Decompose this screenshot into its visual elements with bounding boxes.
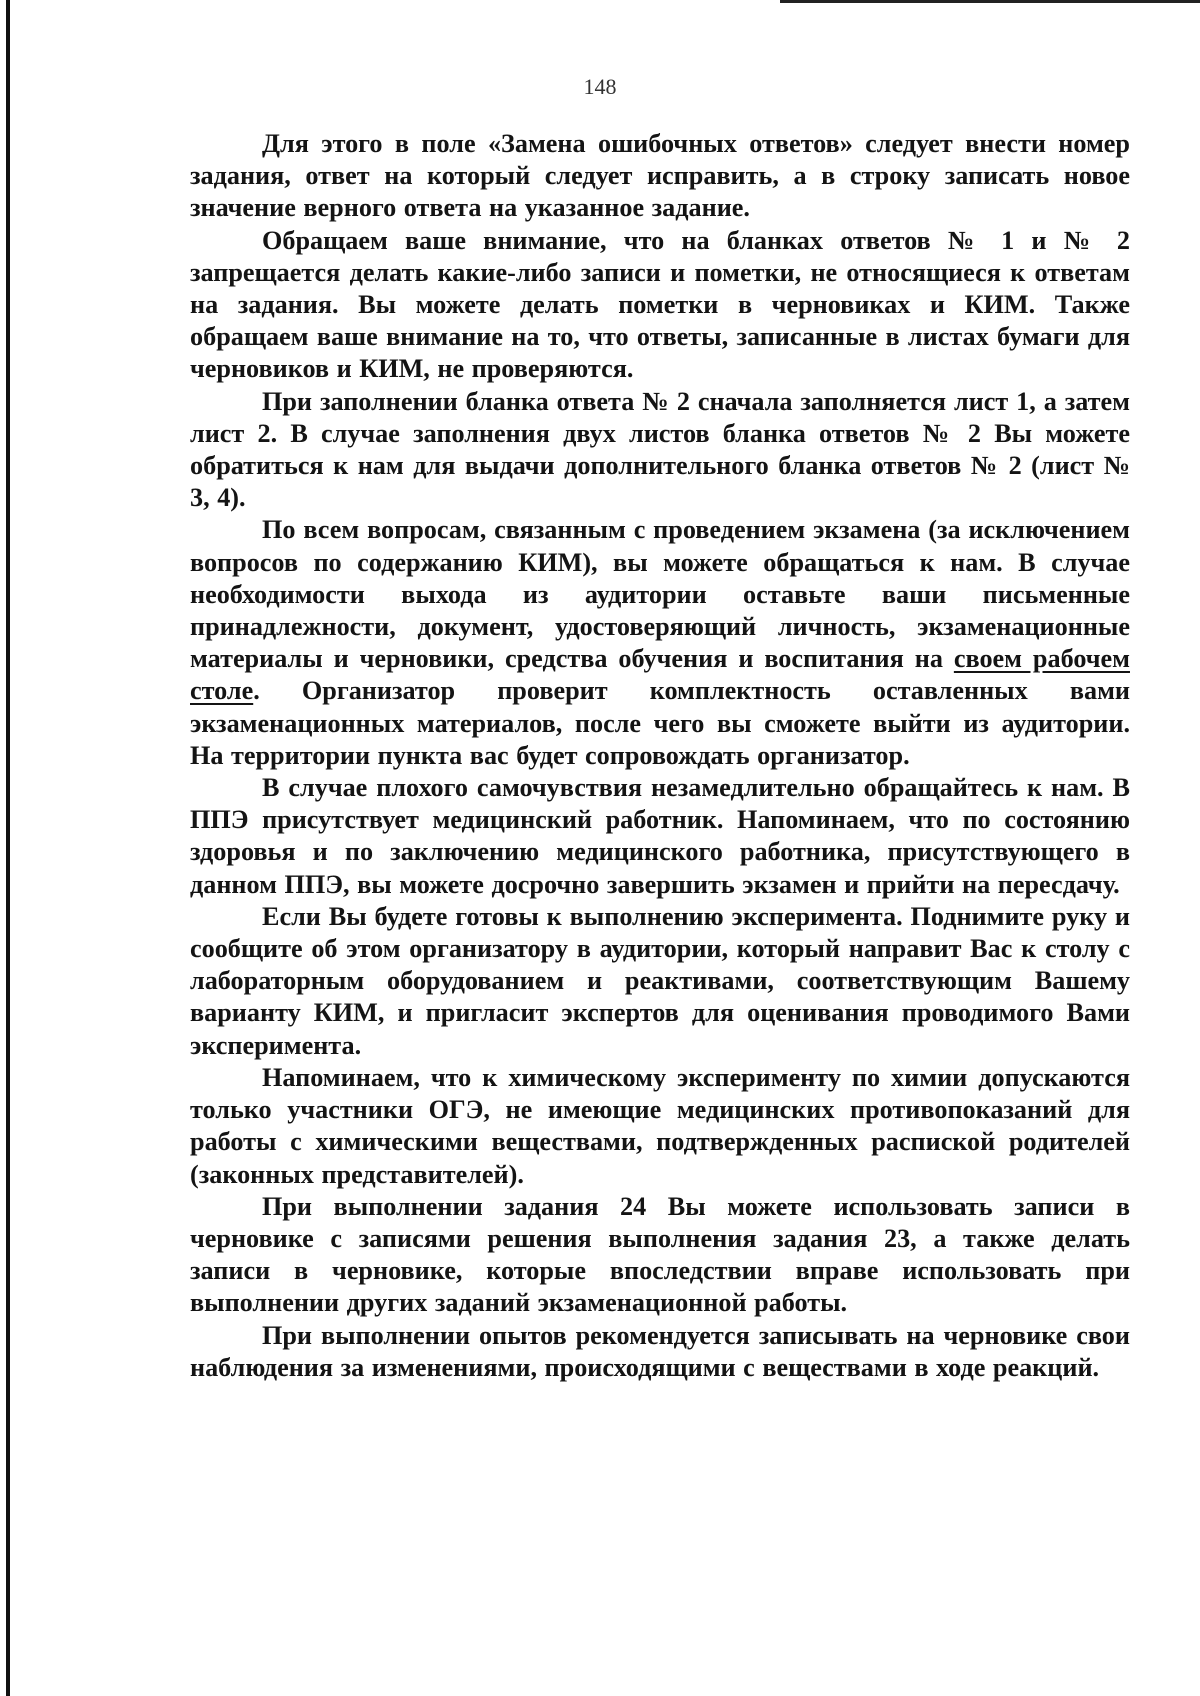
paragraph-leaving-room-part1: По всем вопросам, связанным с проведением экзамена (за исключением вопросов по содержанию КИМ), вы можете обращаться к нам. В случае необходимости выхода из аудитории оставьте ваши письменные принадлежности, документ, удостоверяющий личность, экзаменационные материалы и черновики, средства обучения и воспитания на — [190, 515, 1130, 674]
paragraph-answer-forms-notice: Обращаем ваше внимание, что на бланках ответов № 1 и № 2 запрещается делать какие-либо записи и пометки, не относящиеся к ответам на задания. Вы можете делать пометки в черновиках и КИМ. Также обращаем ваше внимание на то, что ответы, записанные в листах бумаги для черновиков и КИМ, не проверяются. — [190, 225, 1130, 384]
paragraph-leaving-room-part2: . Организатор проверит комплектность оставленных вами экзаменационных материалов, после чего вы сможете выйти из аудитории. На территории пункта вас будет сопровождать организатор. — [190, 676, 1130, 770]
paragraph-experiment-ready: Если Вы будете готовы к выполнению эксперимента. Поднимите руку и сообщите об этом организатору в аудитории, который направит Вас к столу с лабораторным оборудованием и реактивами, соответствующим Вашему варианту КИМ, и пригласит экспертов для оценивания проводимого Вами эксперимента. — [190, 901, 1130, 1060]
page-number: 148 — [583, 74, 617, 99]
paragraph-answer-form-2: При заполнении бланка ответа № 2 сначала заполняется лист 1, а затем лист 2. В случае заполнения двух листов бланка ответов № 2 Вы можете обратиться к нам для выдачи дополнительного бланка ответов № 2 (лист № 3, 4). — [190, 386, 1130, 513]
scan-border-top — [780, 0, 1200, 3]
document-body — [190, 128, 1130, 1384]
underlined-own-desk: своем рабочем столе — [190, 644, 1130, 706]
paragraph-observations: При выполнении опытов рекомендуется записывать на черновике свои наблюдения за изменениями, происходящими с веществами в ходе реакций. — [190, 1320, 1130, 1382]
paragraph-experiment-admission: Напоминаем, что к химическому эксперименту по химии допускаются только участники ОГЭ, не имеющие медицинских противопоказаний для работы с химическими веществами, подтвержденных распиской родителей (законных представителей). — [190, 1062, 1130, 1189]
paragraph-feeling-unwell: В случае плохого самочувствия незамедлительно обращайтесь к нам. В ППЭ присутствует медицинский работник. Напоминаем, что по состоянию здоровья и по заключению медицинского работника, присутствующего в данном ППЭ, вы можете досрочно завершить экзамен и прийти на пересдачу. — [190, 773, 1130, 899]
paragraph-task-24: При выполнении задания 24 Вы можете использовать записи в черновике с записями решения выполнения задания 23, а также делать записи в черновике, которые впоследствии вправе использовать при выполнении других заданий экзаменационной работы. — [190, 1191, 1130, 1318]
paragraph-leaving-room — [190, 514, 1130, 772]
paragraph-answer-correction: Для этого в поле «Замена ошибочных ответов» следует внести номер задания, ответ на который следует исправить, а в строку записать новое значение верного ответа на указанное задание. — [190, 129, 1130, 223]
scan-border-left — [6, 0, 10, 1696]
